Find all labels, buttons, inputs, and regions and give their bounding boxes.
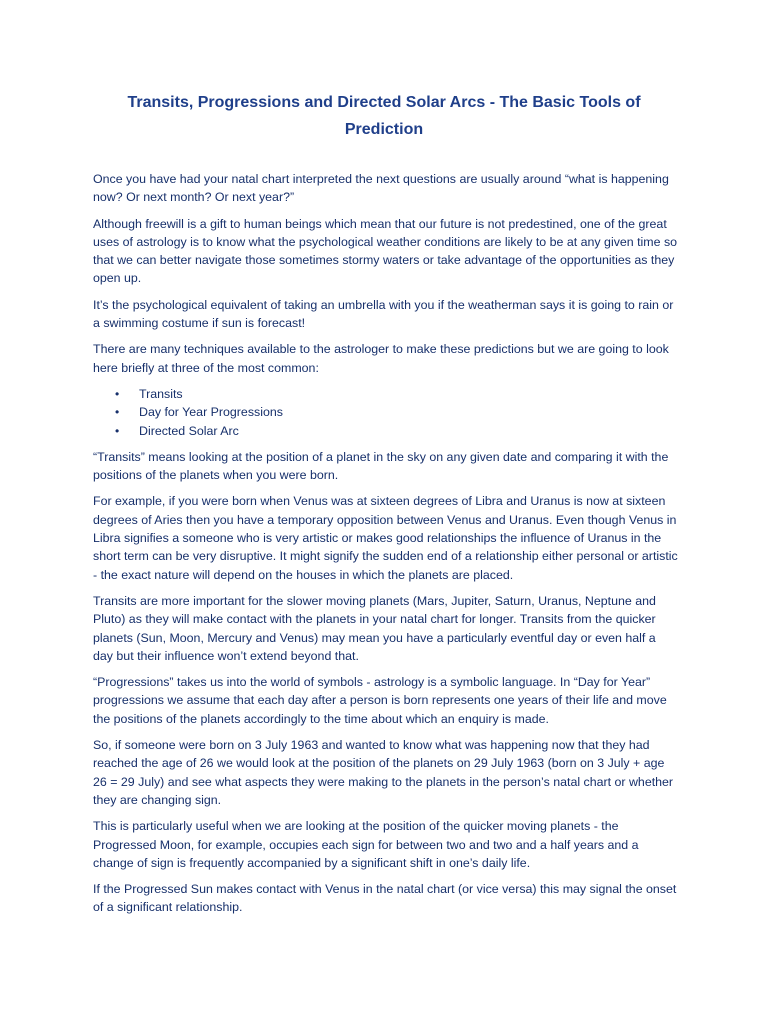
bullet-icon: • [115, 405, 120, 420]
paragraph-umbrella: It’s the psychological equivalent of taking an umbrella with you if the weatherman says it is going to rain or a swimming costume if sun is forecast! [93, 297, 674, 331]
list-item-label: Day for Year Progressions [139, 405, 283, 420]
list-item-label: Directed Solar Arc [139, 423, 239, 438]
paragraph-freewill: Although freewill is a gift to human beings which mean that our future is not predestined, one of the great uses of astrology is to know what the psychological weather conditions are likely to be at any given time so that we can better navigate those sometimes stormy waters or take advantage of the opportunities as they open up. [93, 216, 678, 286]
paragraph-transits-planets: Transits are more important for the slower moving planets (Mars, Jupiter, Saturn, Uranus, Neptune and Pluto) as they will make contact with the planets in your natal chart for longer. Transits from the quicker planets (Sun, Moon, Mercury and Venus) may mean you have a particularly eventful day or even half a day but their influence won’t extend beyond that. [93, 593, 656, 663]
document-body [93, 170, 678, 925]
document-title: Transits, Progressions and Directed Solar Arcs - The Basic Tools of Prediction [127, 94, 641, 138]
list-item [93, 385, 678, 403]
techniques-list [93, 385, 678, 440]
bullet-icon: • [115, 386, 120, 401]
list-item [93, 422, 678, 440]
list-item [93, 403, 678, 421]
paragraph-transits-example: For example, if you were born when Venus was at sixteen degrees of Libra and Uranus is now at sixteen degrees of Aries then you have a temporary opposition between Venus and Uranus. Even though Venus in Libra signifies a someone who is very artistic or makes good relationships the influence of Uranus in the short term can be very disruptive. It might signify the sudden end of a relationship either personal or artistic - the exact nature will depend on the houses in which the planets are placed. [93, 494, 678, 582]
bullet-icon: • [115, 423, 120, 438]
paragraph-progressions-definition: “Progressions” takes us into the world of symbols - astrology is a symbolic language. In “Day for Year” progressions we assume that each day after a person is born represents one years of their life and move the positions of the planets accordingly to the time about which an enquiry is made. [93, 675, 667, 726]
paragraph-techniques: There are many techniques available to the astrologer to make these predictions but we are going to look here briefly at three of the most common: [93, 342, 669, 375]
paragraph-transits-definition: “Transits” means looking at the position of a planet in the sky on any given date and comparing it with the positions of the planets when you were born. [93, 449, 669, 483]
paragraph-progressed-sun: If the Progressed Sun makes contact with Venus in the natal chart (or vice versa) this may signal the onset of a significant relationship. [93, 882, 677, 915]
list-item-label: Transits [139, 386, 183, 401]
paragraph-progressions-example: So, if someone were born on 3 July 1963 and wanted to know what was happening now that they had reached the age of 26 we would look at the position of the planets on 29 July 1963 (born on 3 July + age 26 = 29 July) and see what aspects they were making to the planets in the person’s natal chart or whether they are changing sign. [93, 738, 674, 807]
paragraph-intro: Once you have had your natal chart interpreted the next questions are usually around “what is happening now? Or next month? Or next year?” [93, 172, 669, 205]
paragraph-progressed-moon: This is particularly useful when we are looking at the position of the quicker moving planets - the Progressed Moon, for example, occupies each sign for between two and two and a half years and a change of sign is frequently accompanied by a significant shift in one’s daily life. [93, 819, 639, 870]
